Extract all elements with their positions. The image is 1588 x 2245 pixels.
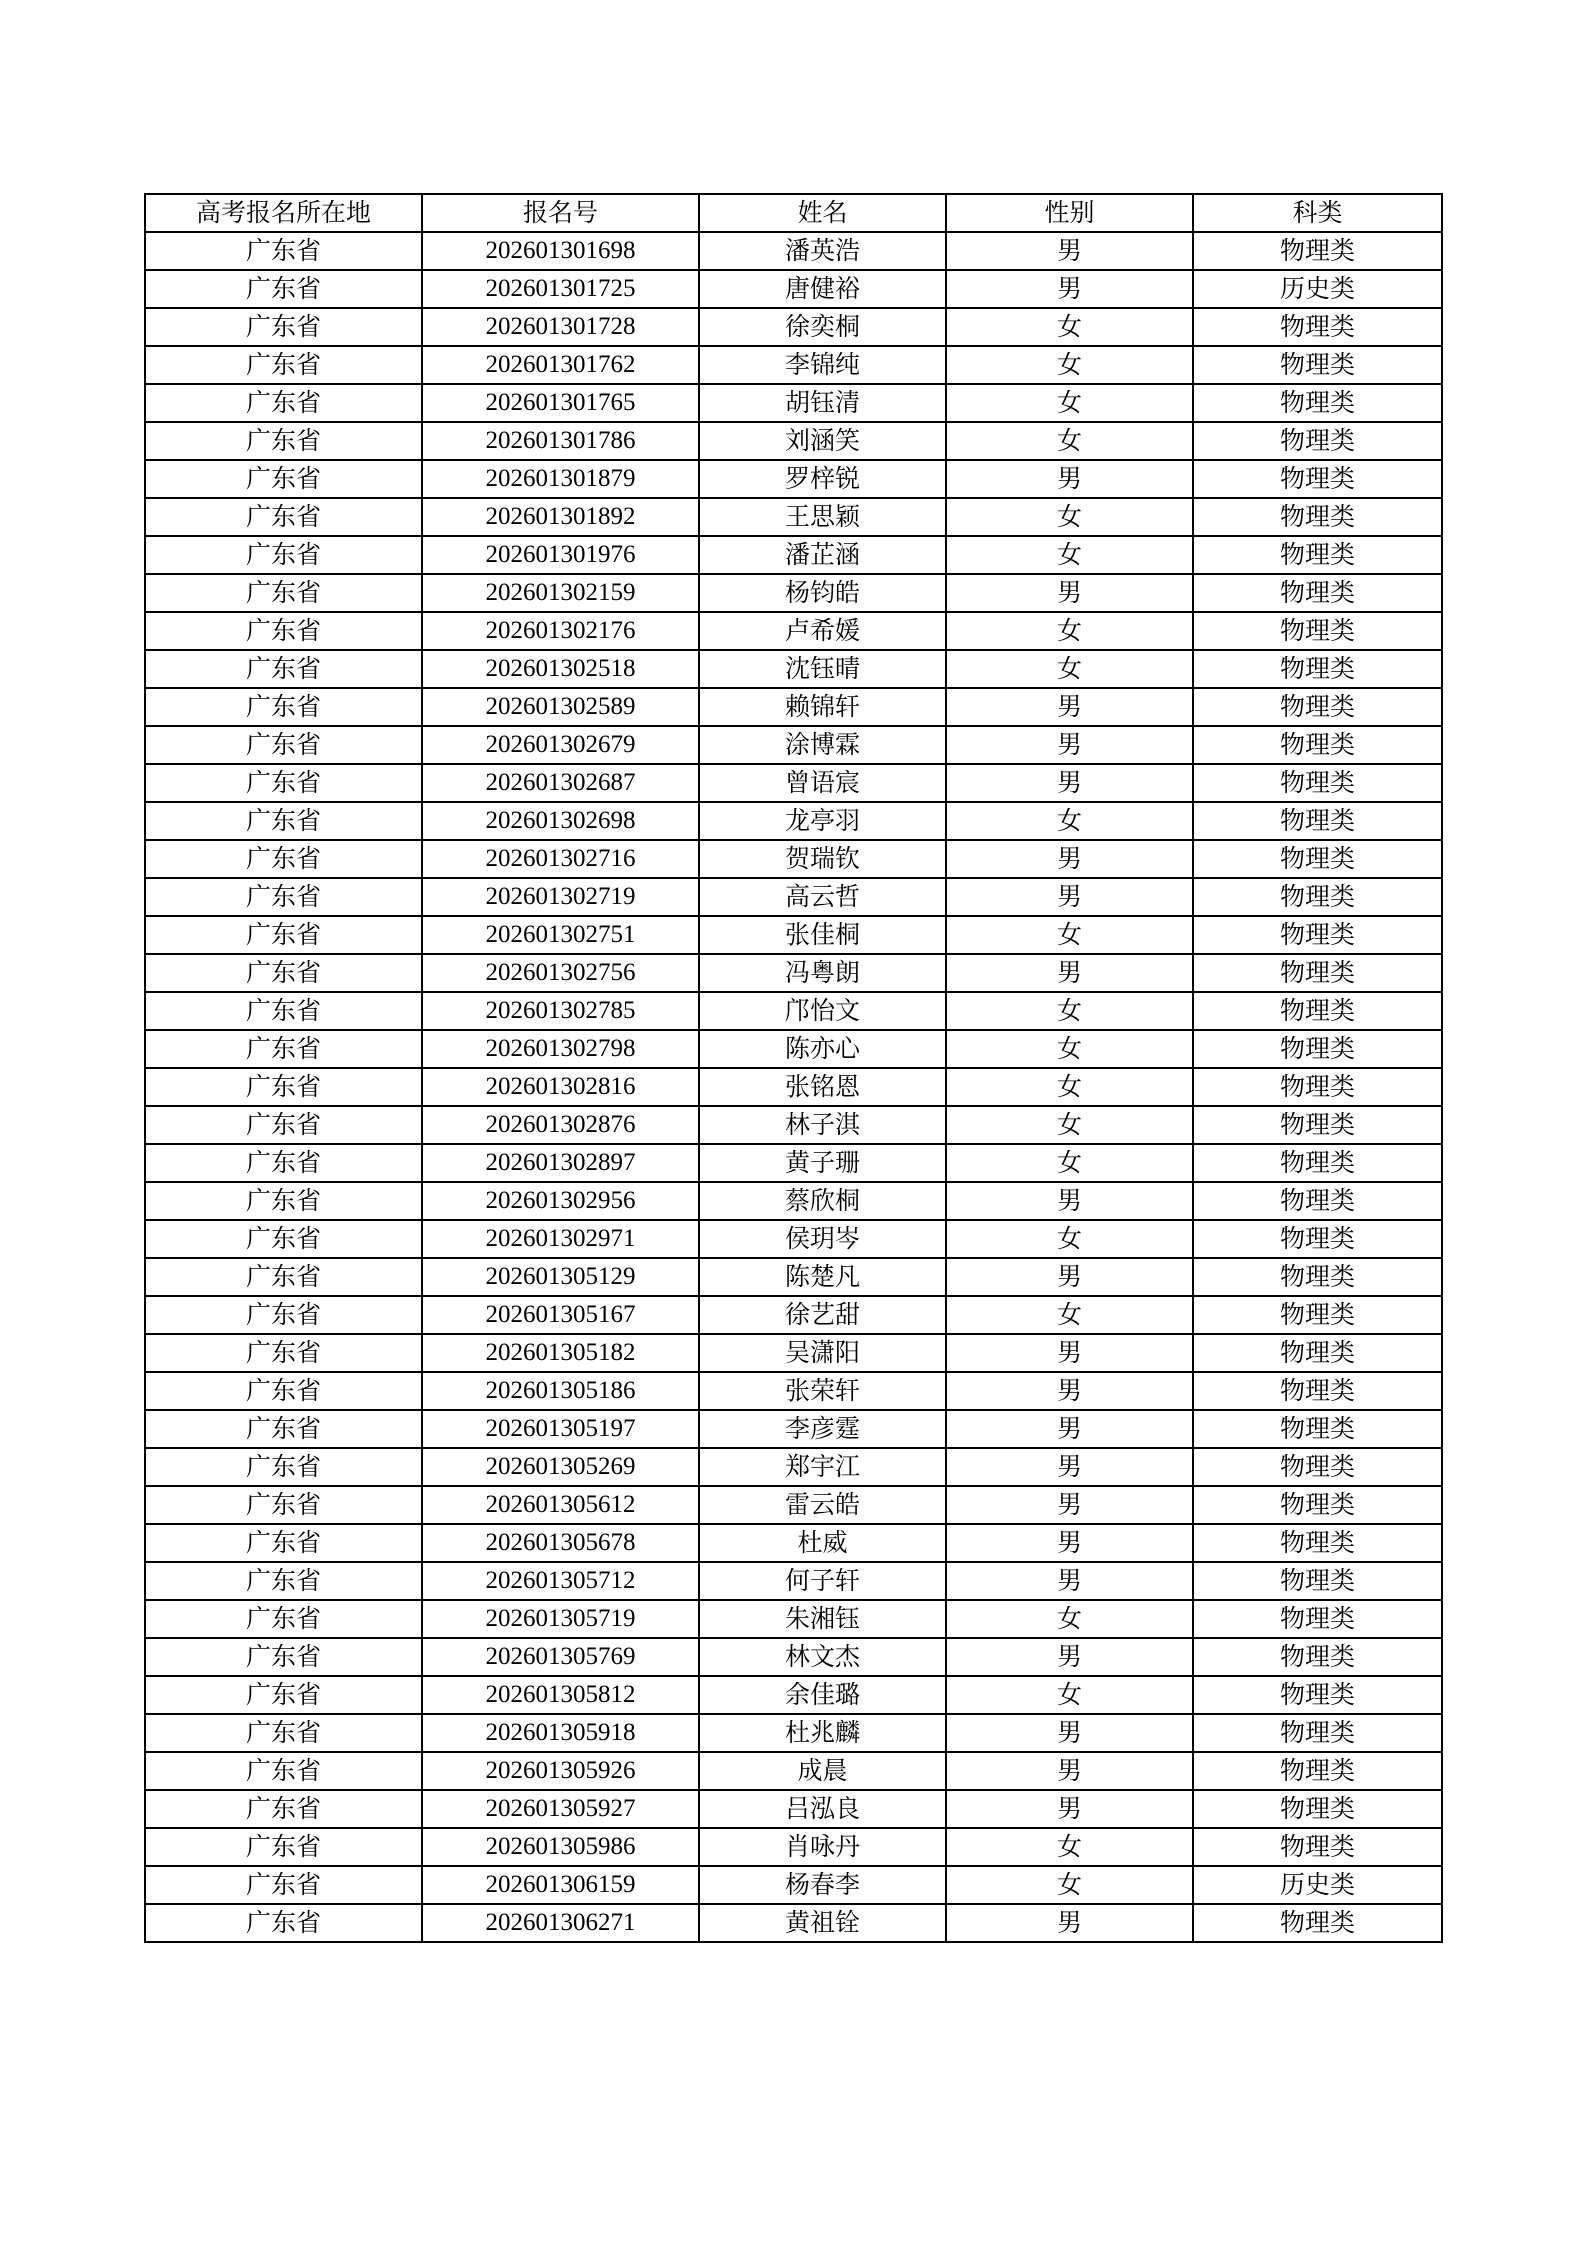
cell-name: 潘英浩	[699, 232, 946, 270]
cell-registration-number: 202601302518	[422, 650, 699, 688]
cell-location: 广东省	[145, 1600, 422, 1638]
cell-location: 广东省	[145, 878, 422, 916]
cell-name: 卢希媛	[699, 612, 946, 650]
cell-subject-category: 物理类	[1193, 1676, 1442, 1714]
cell-subject-category: 物理类	[1193, 726, 1442, 764]
cell-location: 广东省	[145, 1638, 422, 1676]
cell-name: 林文杰	[699, 1638, 946, 1676]
cell-location: 广东省	[145, 1296, 422, 1334]
cell-registration-number: 202601305269	[422, 1448, 699, 1486]
table-row	[145, 232, 1442, 270]
cell-location: 广东省	[145, 498, 422, 536]
cell-registration-number: 202601305769	[422, 1638, 699, 1676]
cell-location: 广东省	[145, 954, 422, 992]
cell-location: 广东省	[145, 1144, 422, 1182]
cell-gender: 男	[946, 1714, 1193, 1752]
table-row	[145, 916, 1442, 954]
cell-subject-category: 物理类	[1193, 308, 1442, 346]
table-body	[145, 232, 1442, 1942]
cell-location: 广东省	[145, 1334, 422, 1372]
cell-name: 张荣轩	[699, 1372, 946, 1410]
cell-subject-category: 物理类	[1193, 954, 1442, 992]
table-row	[145, 840, 1442, 878]
cell-registration-number: 202601302176	[422, 612, 699, 650]
cell-name: 邝怡文	[699, 992, 946, 1030]
cell-gender: 女	[946, 1828, 1193, 1866]
cell-registration-number: 202601301786	[422, 422, 699, 460]
table-row	[145, 422, 1442, 460]
cell-name: 张铭恩	[699, 1068, 946, 1106]
cell-registration-number: 202601302589	[422, 688, 699, 726]
table-row	[145, 1334, 1442, 1372]
cell-gender: 女	[946, 498, 1193, 536]
cell-gender: 女	[946, 1030, 1193, 1068]
table-row	[145, 1866, 1442, 1904]
cell-location: 广东省	[145, 1676, 422, 1714]
cell-registration-number: 202601305129	[422, 1258, 699, 1296]
table-row	[145, 1638, 1442, 1676]
header-name: 姓名	[699, 194, 946, 232]
cell-subject-category: 物理类	[1193, 916, 1442, 954]
cell-registration-number: 202601302816	[422, 1068, 699, 1106]
cell-subject-category: 物理类	[1193, 1638, 1442, 1676]
cell-subject-category: 物理类	[1193, 1258, 1442, 1296]
cell-subject-category: 物理类	[1193, 878, 1442, 916]
cell-gender: 女	[946, 612, 1193, 650]
cell-subject-category: 物理类	[1193, 498, 1442, 536]
cell-location: 广东省	[145, 916, 422, 954]
cell-registration-number: 202601302971	[422, 1220, 699, 1258]
cell-gender: 男	[946, 1372, 1193, 1410]
cell-gender: 女	[946, 1144, 1193, 1182]
cell-registration-number: 202601301976	[422, 536, 699, 574]
cell-gender: 男	[946, 1904, 1193, 1942]
cell-name: 吴潇阳	[699, 1334, 946, 1372]
cell-location: 广东省	[145, 1904, 422, 1942]
cell-name: 余佳璐	[699, 1676, 946, 1714]
cell-gender: 女	[946, 1220, 1193, 1258]
cell-gender: 女	[946, 1296, 1193, 1334]
table-row	[145, 650, 1442, 688]
cell-gender: 男	[946, 840, 1193, 878]
cell-gender: 男	[946, 1486, 1193, 1524]
cell-gender: 男	[946, 1562, 1193, 1600]
cell-subject-category: 物理类	[1193, 1410, 1442, 1448]
table-row	[145, 1904, 1442, 1942]
cell-registration-number: 202601302956	[422, 1182, 699, 1220]
cell-location: 广东省	[145, 270, 422, 308]
table-row	[145, 1714, 1442, 1752]
cell-subject-category: 物理类	[1193, 1030, 1442, 1068]
table-row	[145, 1562, 1442, 1600]
cell-registration-number: 202601301698	[422, 232, 699, 270]
cell-gender: 女	[946, 422, 1193, 460]
cell-gender: 男	[946, 1790, 1193, 1828]
cell-name: 沈钰晴	[699, 650, 946, 688]
table-row	[145, 270, 1442, 308]
table-row	[145, 1524, 1442, 1562]
cell-name: 陈楚凡	[699, 1258, 946, 1296]
cell-registration-number: 202601305186	[422, 1372, 699, 1410]
cell-gender: 女	[946, 1866, 1193, 1904]
table-row	[145, 574, 1442, 612]
cell-location: 广东省	[145, 1410, 422, 1448]
cell-subject-category: 物理类	[1193, 232, 1442, 270]
cell-subject-category: 历史类	[1193, 1866, 1442, 1904]
table-row	[145, 536, 1442, 574]
cell-subject-category: 物理类	[1193, 1372, 1442, 1410]
cell-gender: 女	[946, 992, 1193, 1030]
cell-location: 广东省	[145, 308, 422, 346]
table-row	[145, 726, 1442, 764]
cell-subject-category: 物理类	[1193, 422, 1442, 460]
cell-registration-number: 202601301762	[422, 346, 699, 384]
cell-registration-number: 202601302751	[422, 916, 699, 954]
cell-gender: 女	[946, 308, 1193, 346]
cell-subject-category: 物理类	[1193, 1524, 1442, 1562]
table-row	[145, 1486, 1442, 1524]
cell-name: 徐艺甜	[699, 1296, 946, 1334]
cell-registration-number: 202601301728	[422, 308, 699, 346]
cell-location: 广东省	[145, 346, 422, 384]
cell-gender: 男	[946, 1334, 1193, 1372]
cell-name: 刘涵笑	[699, 422, 946, 460]
header-registration-number: 报名号	[422, 194, 699, 232]
cell-subject-category: 物理类	[1193, 1182, 1442, 1220]
cell-registration-number: 202601301879	[422, 460, 699, 498]
cell-registration-number: 202601302716	[422, 840, 699, 878]
cell-registration-number: 202601305926	[422, 1752, 699, 1790]
table-row	[145, 460, 1442, 498]
cell-registration-number: 202601305918	[422, 1714, 699, 1752]
cell-name: 涂博霖	[699, 726, 946, 764]
table-row	[145, 1676, 1442, 1714]
cell-name: 肖咏丹	[699, 1828, 946, 1866]
cell-registration-number: 202601306271	[422, 1904, 699, 1942]
cell-location: 广东省	[145, 726, 422, 764]
cell-name: 成晨	[699, 1752, 946, 1790]
cell-subject-category: 物理类	[1193, 992, 1442, 1030]
cell-location: 广东省	[145, 764, 422, 802]
cell-subject-category: 物理类	[1193, 1828, 1442, 1866]
cell-registration-number: 202601302679	[422, 726, 699, 764]
header-location: 高考报名所在地	[145, 194, 422, 232]
header-gender: 性别	[946, 194, 1193, 232]
cell-location: 广东省	[145, 1030, 422, 1068]
table-row	[145, 992, 1442, 1030]
cell-location: 广东省	[145, 1106, 422, 1144]
table-row	[145, 308, 1442, 346]
cell-name: 贺瑞钦	[699, 840, 946, 878]
cell-gender: 女	[946, 1068, 1193, 1106]
table-row	[145, 346, 1442, 384]
cell-registration-number: 202601302876	[422, 1106, 699, 1144]
table-row	[145, 1258, 1442, 1296]
cell-subject-category: 物理类	[1193, 650, 1442, 688]
cell-name: 陈亦心	[699, 1030, 946, 1068]
cell-gender: 女	[946, 346, 1193, 384]
cell-registration-number: 202601302798	[422, 1030, 699, 1068]
cell-subject-category: 物理类	[1193, 1296, 1442, 1334]
cell-location: 广东省	[145, 802, 422, 840]
cell-gender: 男	[946, 270, 1193, 308]
cell-subject-category: 物理类	[1193, 1600, 1442, 1638]
cell-name: 黄子珊	[699, 1144, 946, 1182]
table-row	[145, 764, 1442, 802]
cell-location: 广东省	[145, 840, 422, 878]
cell-location: 广东省	[145, 536, 422, 574]
table-row	[145, 1068, 1442, 1106]
cell-gender: 男	[946, 688, 1193, 726]
cell-location: 广东省	[145, 1372, 422, 1410]
cell-gender: 女	[946, 1676, 1193, 1714]
cell-subject-category: 物理类	[1193, 1144, 1442, 1182]
cell-location: 广东省	[145, 384, 422, 422]
cell-registration-number: 202601305167	[422, 1296, 699, 1334]
table-row	[145, 1448, 1442, 1486]
cell-name: 杜威	[699, 1524, 946, 1562]
cell-gender: 男	[946, 1258, 1193, 1296]
cell-gender: 男	[946, 878, 1193, 916]
table-row	[145, 954, 1442, 992]
table-row	[145, 1220, 1442, 1258]
cell-name: 侯玥岑	[699, 1220, 946, 1258]
cell-location: 广东省	[145, 460, 422, 498]
cell-location: 广东省	[145, 1258, 422, 1296]
cell-gender: 男	[946, 1182, 1193, 1220]
cell-name: 曾语宸	[699, 764, 946, 802]
cell-subject-category: 物理类	[1193, 840, 1442, 878]
table-row	[145, 1106, 1442, 1144]
cell-location: 广东省	[145, 1486, 422, 1524]
cell-gender: 男	[946, 1638, 1193, 1676]
cell-registration-number: 202601302698	[422, 802, 699, 840]
cell-location: 广东省	[145, 1562, 422, 1600]
cell-location: 广东省	[145, 992, 422, 1030]
cell-location: 广东省	[145, 1828, 422, 1866]
cell-registration-number: 202601305612	[422, 1486, 699, 1524]
table-row	[145, 802, 1442, 840]
cell-gender: 女	[946, 916, 1193, 954]
cell-name: 杜兆麟	[699, 1714, 946, 1752]
cell-location: 广东省	[145, 1068, 422, 1106]
cell-subject-category: 物理类	[1193, 1334, 1442, 1372]
cell-location: 广东省	[145, 688, 422, 726]
cell-subject-category: 物理类	[1193, 1106, 1442, 1144]
cell-subject-category: 物理类	[1193, 764, 1442, 802]
cell-name: 李彦霆	[699, 1410, 946, 1448]
cell-subject-category: 物理类	[1193, 384, 1442, 422]
table-row	[145, 1828, 1442, 1866]
cell-name: 郑宇江	[699, 1448, 946, 1486]
table-header	[145, 194, 1442, 232]
cell-registration-number: 202601305678	[422, 1524, 699, 1562]
cell-registration-number: 202601305927	[422, 1790, 699, 1828]
cell-registration-number: 202601301892	[422, 498, 699, 536]
cell-subject-category: 物理类	[1193, 1562, 1442, 1600]
cell-name: 赖锦轩	[699, 688, 946, 726]
table-row	[145, 1372, 1442, 1410]
cell-registration-number: 202601306159	[422, 1866, 699, 1904]
roster-table	[144, 193, 1443, 1943]
cell-name: 何子轩	[699, 1562, 946, 1600]
cell-registration-number: 202601305712	[422, 1562, 699, 1600]
table-row	[145, 498, 1442, 536]
cell-subject-category: 物理类	[1193, 1220, 1442, 1258]
cell-name: 李锦纯	[699, 346, 946, 384]
table-row	[145, 1030, 1442, 1068]
cell-subject-category: 物理类	[1193, 1486, 1442, 1524]
table-row	[145, 1752, 1442, 1790]
table-row	[145, 612, 1442, 650]
cell-subject-category: 物理类	[1193, 802, 1442, 840]
cell-gender: 男	[946, 232, 1193, 270]
cell-subject-category: 物理类	[1193, 1752, 1442, 1790]
cell-gender: 女	[946, 1600, 1193, 1638]
cell-gender: 男	[946, 954, 1193, 992]
table-row	[145, 1790, 1442, 1828]
cell-registration-number: 202601301765	[422, 384, 699, 422]
table-row	[145, 688, 1442, 726]
cell-location: 广东省	[145, 422, 422, 460]
cell-gender: 女	[946, 384, 1193, 422]
cell-registration-number: 202601305197	[422, 1410, 699, 1448]
cell-subject-category: 物理类	[1193, 1448, 1442, 1486]
cell-location: 广东省	[145, 650, 422, 688]
cell-gender: 男	[946, 1410, 1193, 1448]
cell-subject-category: 物理类	[1193, 460, 1442, 498]
cell-registration-number: 202601301725	[422, 270, 699, 308]
cell-gender: 男	[946, 460, 1193, 498]
cell-gender: 男	[946, 726, 1193, 764]
cell-location: 广东省	[145, 1524, 422, 1562]
cell-registration-number: 202601302719	[422, 878, 699, 916]
cell-location: 广东省	[145, 612, 422, 650]
table-row	[145, 1182, 1442, 1220]
cell-gender: 男	[946, 1524, 1193, 1562]
cell-subject-category: 物理类	[1193, 574, 1442, 612]
cell-subject-category: 物理类	[1193, 1904, 1442, 1942]
cell-name: 杨春李	[699, 1866, 946, 1904]
cell-gender: 男	[946, 1448, 1193, 1486]
cell-name: 罗梓锐	[699, 460, 946, 498]
cell-location: 广东省	[145, 1220, 422, 1258]
cell-name: 朱湘钰	[699, 1600, 946, 1638]
cell-registration-number: 202601305812	[422, 1676, 699, 1714]
cell-registration-number: 202601302785	[422, 992, 699, 1030]
cell-subject-category: 物理类	[1193, 1790, 1442, 1828]
cell-name: 潘芷涵	[699, 536, 946, 574]
cell-gender: 男	[946, 1752, 1193, 1790]
cell-subject-category: 物理类	[1193, 612, 1442, 650]
cell-location: 广东省	[145, 574, 422, 612]
cell-location: 广东省	[145, 1866, 422, 1904]
cell-name: 高云哲	[699, 878, 946, 916]
cell-subject-category: 物理类	[1193, 536, 1442, 574]
cell-name: 林子淇	[699, 1106, 946, 1144]
table-row	[145, 1600, 1442, 1638]
cell-name: 黄祖铨	[699, 1904, 946, 1942]
cell-registration-number: 202601305182	[422, 1334, 699, 1372]
cell-location: 广东省	[145, 1790, 422, 1828]
table-row	[145, 384, 1442, 422]
cell-location: 广东省	[145, 1752, 422, 1790]
cell-name: 雷云皓	[699, 1486, 946, 1524]
cell-subject-category: 物理类	[1193, 346, 1442, 384]
cell-registration-number: 202601302159	[422, 574, 699, 612]
cell-name: 唐健裕	[699, 270, 946, 308]
cell-name: 龙亭羽	[699, 802, 946, 840]
cell-subject-category: 物理类	[1193, 1068, 1442, 1106]
cell-subject-category: 物理类	[1193, 688, 1442, 726]
cell-subject-category: 历史类	[1193, 270, 1442, 308]
cell-name: 蔡欣桐	[699, 1182, 946, 1220]
table-row	[145, 1144, 1442, 1182]
cell-subject-category: 物理类	[1193, 1714, 1442, 1752]
cell-registration-number: 202601302756	[422, 954, 699, 992]
cell-name: 吕泓良	[699, 1790, 946, 1828]
cell-registration-number: 202601305986	[422, 1828, 699, 1866]
header-subject-category: 科类	[1193, 194, 1442, 232]
cell-gender: 女	[946, 802, 1193, 840]
cell-name: 张佳桐	[699, 916, 946, 954]
cell-name: 王思颖	[699, 498, 946, 536]
cell-registration-number: 202601302897	[422, 1144, 699, 1182]
header-row	[145, 194, 1442, 232]
cell-location: 广东省	[145, 1182, 422, 1220]
cell-location: 广东省	[145, 232, 422, 270]
table-row	[145, 1410, 1442, 1448]
cell-name: 徐奕桐	[699, 308, 946, 346]
cell-gender: 女	[946, 536, 1193, 574]
cell-registration-number: 202601305719	[422, 1600, 699, 1638]
table-row	[145, 878, 1442, 916]
cell-gender: 女	[946, 1106, 1193, 1144]
cell-gender: 女	[946, 650, 1193, 688]
cell-gender: 男	[946, 574, 1193, 612]
cell-name: 杨钧皓	[699, 574, 946, 612]
cell-name: 胡钰清	[699, 384, 946, 422]
cell-location: 广东省	[145, 1448, 422, 1486]
cell-registration-number: 202601302687	[422, 764, 699, 802]
cell-gender: 男	[946, 764, 1193, 802]
table-row	[145, 1296, 1442, 1334]
cell-location: 广东省	[145, 1714, 422, 1752]
cell-name: 冯粤朗	[699, 954, 946, 992]
